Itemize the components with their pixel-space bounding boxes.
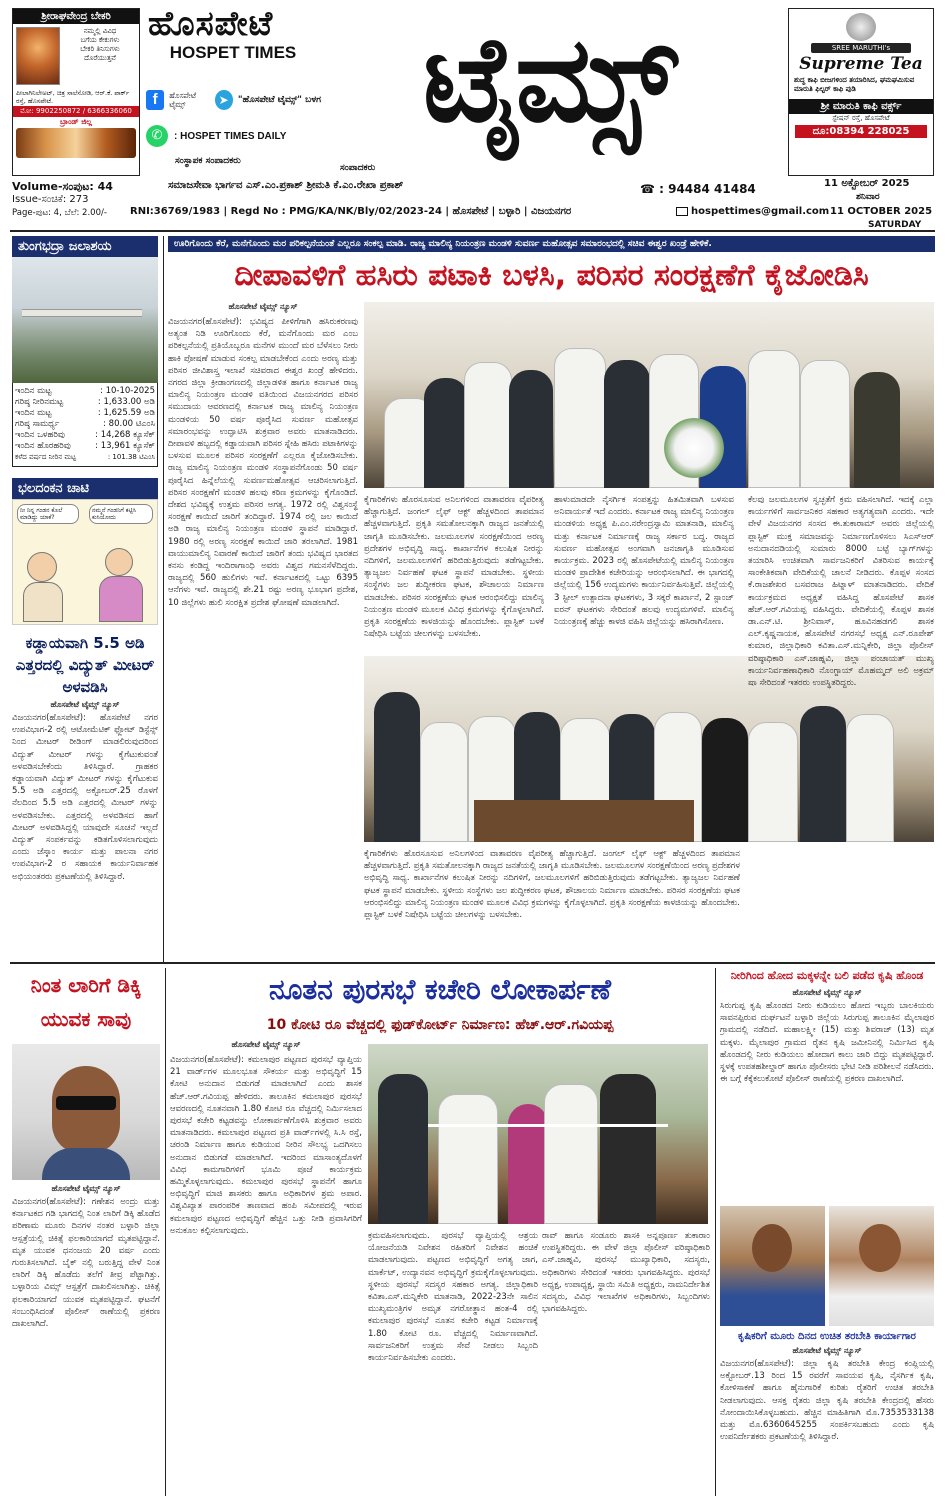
tea-logo-icon (846, 13, 876, 41)
left-story-1 (12, 632, 158, 948)
right-story-2-headline[interactable]: ಕೃಷಿಕರಿಗೆ ಮೂರು ದಿನದ ಉಚಿತ ತರಬೇತಿ ಕಾರ್ಯಾಗಾರ (738, 1331, 916, 1342)
tea-phone: ದೂ:08394 228025 (795, 125, 927, 138)
masthead-title-kn: ಹೊಸಪೇಟೆ (148, 4, 274, 44)
mail-icon (676, 207, 688, 216)
left-story-1-headline[interactable]: ಕಡ್ಡಾಯವಾಗಿ 5.5 ಅಡಿ ಎತ್ತರದಲ್ಲಿ ವಿದ್ಯುತ್ ಮೀಟರ್ ಅಳವಡಿಸಿ (15, 634, 155, 696)
dam-row: ಗರಿಷ್ಠ ಸಾಮರ್ಥ್ಯ : 80.00 ಟಿಎಂಸಿ (15, 419, 155, 429)
tea-desc: ಶುದ್ಧ ಕಾಫಿ ಬೀಜಗಳಿಂದ ತಯಾರಿಸಿದ, ಘಮಘಮಿಸುವ ಮಾರುತಿ ಫಿಲ್ಟರ್ ಕಾಫಿ ಪುಡಿ (794, 76, 915, 93)
right-story-2-body: ವಿಜಯನಗರ(ಹೊಸಪೇಟೆ): ಜಿಲ್ಲಾ ಕೃಷಿ ತರಬೇತಿ ಕೇಂದ್ರ ಕಂಪ್ಲಿಯಲ್ಲಿ ಅಕ್ಟೋಬರ್.13 ರಿಂದ 15 ರವರೆಗೆ ಸಾವಯವ ಕೃಷಿ, ನೈಸರ್ಗಿಕ ಕೃಷಿ, ಕೋಳಿಸಾಕಣೆ ಹಾಗೂ ಹೈನುಗಾರಿಕೆ ಕುರಿತು ರೈತರಿಗೆ ಉಚಿತ ತರಬೇತಿ ನೀಡಲಾಗುವುದು. ಆಸಕ್ತ ರೈತರು ಜಿಲ್ಲಾ ಕೃಷಿ ತರಬೇತಿ ಕೇಂದ್ರದಲ್ಲಿ ಹೆಸರು ನೋಂದಾಯಿಸಿಕೊಳ್ಳಬಹುದು. ಹೆಚ್ಚಿನ ಮಾಹಿತಿಗಾಗಿ ಮೊ.7353533138 ಮತ್ತು ಮೊ.6360645255 ಸಂಪರ್ಕಿಸಬಹುದು ಎಂದು ಕೃಷಿ ಉಪನಿರ್ದೇಶಕರು ಪ್ರಕಟಣೆಯಲ್ಲಿ ತಿಳಿಸಿದ್ದಾರೆ. (720, 1359, 934, 1443)
fold-rule (10, 962, 935, 964)
masthead-rule (10, 230, 935, 232)
dam-photo (12, 257, 158, 383)
telegram-text[interactable]: "ಹೊಸಪೇಟೆ ಟೈಮ್ಸ್" ಬಳಗ (237, 95, 321, 105)
bakery-line-1: ನಮ್ಮಲ್ಲಿ ವಿವಿಧ (83, 27, 117, 35)
registration-line: RNI:36769/1983 | Regd No : PMG/KA/NK/Bly/02/2023-24 | ಹೊಸಪೇಟೆ | ಬಳ್ಳಾರಿ | ವಿಜಯನಗರ (130, 206, 572, 217)
left-story-2-byline: ಹೊಸಪೇಟೆ ಟೈಮ್ಸ್ ನ್ಯೂಸ್ (51, 1184, 121, 1193)
right-story-1-headline[interactable]: ನೀರಿಗಿಂದ ಹೋದ ಮಕ್ಕಳನ್ನೇ ಬಲಿ ಪಡೆದ ಕೃಷಿ ಹೊಂಡ (730, 969, 924, 982)
email[interactable]: hospettimes@gmail.com (691, 206, 830, 217)
cartoon-bubble-2: ನಮ್ಮನೆ ಗಂಡನಿಗೆ ಕಟ್ಟಿಸಿ ಕುಸಿಯೋದು (89, 504, 153, 524)
whatsapp-icon[interactable]: ✆ (146, 125, 168, 147)
right-story-1-byline: ಹೊಸಪೇಟೆ ಟೈಮ್ಸ್ ನ್ಯೂಸ್ (792, 988, 862, 997)
bakery-line-4: ದೊರೆಯುತ್ತವೆ (84, 54, 116, 62)
column-rule (163, 236, 164, 962)
left-story-2-body: ವಿಜಯನಗರ(ಹೊಸಪೇಟೆ): ಗಣೇಶನ ಅಂದ್ರು ಮತ್ತು ಕರ್ನಾಟಕದ ಗಡಿ ಭಾಗದಲ್ಲಿ ನಿಂತ ಲಾರಿಗೆ ಡಿಕ್ಕಿ ಹೊಡೆದ ಪರಿಣಾಮ ಮೂರು ದಿನಗಳ ನಂತರ ಬಳ್ಳಾರಿ ಜಿಲ್ಲಾ ಆಸ್ಪತ್ರೆಯಲ್ಲಿ ಚಿಕಿತ್ಸೆ ಫಲಕಾರಿಯಾಗದೆ ಮೃತಪಟ್ಟಿದ್ದಾನೆ. ಮೃತ ಯುವಕ ಧನಂಜಯ 20 ವರ್ಷ ಎಂದು ಗುರುತಿಸಲಾಗಿದೆ. ಬೈಕ್ ನಲ್ಲಿ ಬರುತ್ತಿದ್ದ ವೇಳೆ ನಿಂತ ಲಾರಿಗೆ ಡಿಕ್ಕಿ ಹೊಡೆದು ತಲೆಗೆ ತೀವ್ರ ಪೆಟ್ಟಾಗಿತ್ತು. ಬಳ್ಳಾರಿಯ ವಿಮ್ಸ್ ಆಸ್ಪತ್ರೆಗೆ ದಾಖಲಿಸಲಾಗಿತ್ತು. ಚಿಕಿತ್ಸೆ ಫಲಕಾರಿಯಾಗದೆ ಯುವಕ ಮೃತಪಟ್ಟಿದ್ದಾನೆ. ಘಟನೆಗೆ ಸಂಬಂಧಿಸಿದಂತೆ ಪೊಲೀಸ್ ಠಾಣೆಯಲ್ಲಿ ಪ್ರಕರಣ ದಾಖಲಾಗಿದೆ. (12, 1197, 160, 1330)
editor-label: ಸಂಪಾದಕರು (340, 163, 376, 173)
cartoon-face-2 (105, 548, 133, 576)
cake-photo (16, 128, 136, 158)
center-story-headline[interactable]: ನೂತನ ಪುರಸಭೆ ಕಚೇರಿ ಲೋಕಾರ್ಪಣೆ (268, 973, 611, 1006)
child-photo-1 (720, 1206, 825, 1326)
dam-stats (12, 383, 158, 467)
cartoon-drawing (12, 499, 158, 625)
column-rule (165, 968, 166, 1496)
lead-col-1 (168, 302, 358, 966)
day-kn: ಶನಿವಾರ (856, 192, 880, 202)
masthead-title-en: HOSPET TIMES (169, 43, 297, 62)
left-story-1-byline: ಹೊಸಪೇಟೆ ಟೈಮ್ಸ್ ನ್ಯೂಸ್ (50, 700, 120, 709)
dam-row: ಇಂದಿನ ಮಟ್ಟ : 1,625.59 ಅಡಿ (15, 408, 155, 418)
cartoon-body-1 (23, 582, 63, 622)
whatsapp-text[interactable]: : HOSPET TIMES DAILY (174, 130, 287, 142)
social-row-2 (146, 124, 321, 148)
lead-photo-top (364, 302, 934, 488)
center-col-3-text: ರಾವ್ ಹಾಗೂ ಸಂಡೂರು ಶಾಸಕಿ ಅನ್ನಪೂರ್ಣ ತುಕಾರಾಂ ಉಪಸ್ಥಿತರಿದ್ದರು. ಈ ವೇಳೆ ಜಿಲ್ಲಾ ಪೊಲೀಸ್ ವರಿಷ್ಠಾಧಿಕಾರಿ ಎಸ್.ಜಾಹ್ನವಿ, ಪುರಸಭೆ ಮುಖ್ಯಾಧಿಕಾರಿ, ಸದಸ್ಯರು, ಅಧಿಕಾರಿಗಳು ಸೇರಿದಂತೆ ಇತರರು ಭಾಗವಹಿಸಿದ್ದರು. ಪುರಸಭೆ ಅಧ್ಯಕ್ಷ, ಉಪಾಧ್ಯಕ್ಷ, ಸ್ಥಾಯಿ ಸಮಿತಿ ಅಧ್ಯಕ್ಷರು, ನಾಮನಿರ್ದೇಶಿತ ಸದಸ್ಯರು, ವಿವಿಧ ಇಲಾಖೆಗಳ ಅಧಿಕಾರಿಗಳು, ಸಿಬ್ಬಂದಿಗಳು ಭಾಗವಹಿಸಿದ್ದರು. (542, 1231, 710, 1315)
center-col-1-text: ವಿಜಯನಗರ(ಹೊಸಪೇಟೆ): ಕಮಲಾಪುರ ಪಟ್ಟಣದ ಪುರಸಭೆ ವ್ಯಾಪ್ತಿಯ 21 ವಾರ್ಡ್‌ಗಳ ಮೂಲಭೂತ ಸೌಕರ್ಯ ಮತ್ತು ಅಭಿವೃದ್ಧಿಗೆ 15 ಕೋಟಿ ಅನುದಾನ ಬಿಡುಗಡೆ ಮಾಡಲಾಗಿದೆ ಎಂದು ಶಾಸಕ ಹೆಚ್.ಆರ್.ಗವಿಯಪ್ಪ ಹೇಳಿದರು. ತಾಲೂಕಿನ ಕಮಲಾಪುರ ಪುರಸಭೆ ಆವರಣದಲ್ಲಿ ನೂತನವಾಗಿ 1.80 ಕೋಟಿ ರೂ ವೆಚ್ಚದಲ್ಲಿ ನಿರ್ಮಿಸಲಾದ ಪುರಸಭೆ ಕಚೇರಿ ಕಟ್ಟಡವನ್ನು ಲೋಕಾರ್ಪಣೆಗೊಳಿಸಿ ಶುಕ್ರವಾರ ಅವರು ಮಾತನಾಡಿದರು. ಕಮಲಾಪುರ ಪಟ್ಟಣದ ಪ್ರತಿ ವಾರ್ಡ್‌ಗಳಲ್ಲಿ ಸಿ.ಸಿ ರಸ್ತೆ, ಚರಂಡಿ ನಿರ್ಮಾಣ ಹಾಗೂ ಕುಡಿಯುವ ನೀರಿನ ಸೌಲಭ್ಯ ಒದಗಿಸಲು ಅನುದಾನ ಬಿಡುಗಡೆ ಮಾಡಲಾಗಿದೆ. ಇದರಿಂದ ಮಾಸಾಂತ್ಯದೊಳಗೆ ವಿವಿಧ ಕಾಮಗಾರಿಗಳಿಗೆ ಭೂಮಿ ಪೂಜೆ ಕಾರ್ಯಕ್ರಮ ಹಮ್ಮಿಕೊಳ್ಳಲಾಗುವುದು. ಕಮಲಾಪುರ ಪುರಸಭೆ ಸ್ಥಾಪನೆಗೆ ಹಾಗೂ ಅಭಿವೃದ್ಧಿಗೆ ಮಾಜಿ ಶಾಸಕರು ಹಾಗೂ ಅಧಿಕಾರಿಗಳ ಶ್ರಮ ಅಪಾರ. ವಿಶ್ವವಿಖ್ಯಾತ ಪಾರಂಪರಿಕ ತಾಣವಾದ ಹಂಪಿ ಸಮೀಪದಲ್ಲಿ ಇರುವ ಕಮಲಾಪುರ ಪಟ್ಟಣದ ಅಭಿವೃದ್ಧಿಗೆ ಹೆಚ್ಚಿನ ಒತ್ತು ನೀಡಿ ಪ್ರವಾಸಿಗರಿಗೆ ಅನುಕೂಲ ಕಲ್ಪಿಸಲಾಗುವುದು. (170, 1055, 362, 1236)
center-col-2-text: ಕ್ರಮವಹಿಸಲಾಗುವುದು. ಪುರಸಭೆ ವ್ಯಾಪ್ತಿಯಲ್ಲಿ ಆಶ್ರಯ ಯೋಜನೆಯಡಿ ನಿವೇಶನ ರಹಿತರಿಗೆ ನಿವೇಶನ ಹಂಚಿಕೆ ಮಾಡಲಾಗುವುದು. ಪಟ್ಟಣದ ಅಭಿವೃದ್ಧಿಗೆ ಅಗತ್ಯ ಜಾಗ, ಮಾರ್ಕೆಟ್, ಉದ್ಯಾನವನ ಅಭಿವೃದ್ಧಿಗೆ ಕ್ರಮಕೈಗೊಳ್ಳಲಾಗುವುದು. ಸ್ಥಳೀಯ ಪುರಸಭೆ ಸದಸ್ಯರ ಸಹಕಾರ ಅಗತ್ಯ. ಜಿಲ್ಲಾಧಿಕಾರಿ ಕವಿತಾ.ಎಸ್.ಮನ್ನಿಕೇರಿ ಮಾತನಾಡಿ, 2022-23ನೇ ಸಾಲಿನ ಮುಖ್ಯಮಂತ್ರಿಗಳ ಅಮೃತ ನಗರೋತ್ಥಾನ ಹಂತ-4 ರಲ್ಲಿ ಕಮಲಾಪುರ ಪುರಸಭೆ ನೂತನ ಕಚೇರಿ ಕಟ್ಟಡ ನಿರ್ಮಾಣಕ್ಕೆ 1.80 ಕೋಟಿ ರೂ. ವೆಚ್ಚದಲ್ಲಿ ನಿರ್ಮಾಣವಾಗಿದೆ. ಸಾರ್ವಜನಿಕರಿಗೆ ಉತ್ತಮ ಸೇವೆ ನೀಡಲು ಸಿಬ್ಬಂದಿ ಕಾರ್ಯನಿರ್ವಹಿಸಬೇಕು ಎಂದರು. (368, 1231, 538, 1364)
dam-box (12, 236, 158, 467)
date-kn: 11 ಅಕ್ಟೋಬರ್ 2025 (824, 178, 910, 189)
phone-number: ☎ : 94484 41484 (640, 182, 756, 196)
cartoon-bubble-1: ನೀ ನಿನ್ನ ಗಂಡನ ಕೊಲೆ ಮಾಡಿದ್ದು ಯಾಕೆ? (17, 504, 79, 524)
day-en: SATURDAY (868, 220, 922, 230)
tea-brand-small: SREE MARUTHI's (811, 43, 911, 53)
bakery-brand: ಬ್ರಾಂಡ್ ಜಿಲ್ಲ (59, 117, 93, 126)
cartoon-body-2 (99, 576, 143, 622)
lead-byline: ಹೊಸಪೇಟೆ ಟೈಮ್ಸ್ ನ್ಯೂಸ್ (228, 302, 298, 311)
left-story-2-headline[interactable]: ನಿಂತ ಲಾರಿಗೆ ಡಿಕ್ಕಿ ಯುವಕ ಸಾವು (30, 973, 142, 1031)
victim-photo (12, 1044, 160, 1180)
child-photo-2 (829, 1206, 934, 1326)
pages: Page-ಪುಟ: 4, ಬೆಲೆ: 2.00/- (12, 208, 107, 218)
dam-wall (22, 309, 142, 317)
bakery-phone: ಮೋ: 9902250872 / 6366336060 (13, 106, 139, 117)
lead-headline[interactable]: ದೀಪಾವಳಿಗೆ ಹಸಿರು ಪಟಾಕಿ ಬಳಸಿ, ಪರಿಸರ ಸಂರಕ್ಷಣೆಗೆ ಕೈಜೋಡಿಸಿ (234, 258, 869, 293)
issue: Issue-ಸಂಚಿಕೆ: 273 (12, 194, 89, 205)
right-story-1 (720, 968, 934, 1472)
email-block[interactable] (676, 206, 829, 217)
column-rule (715, 968, 716, 1496)
founder-label: ಸಂಸ್ಥಾಪಕ ಸಂಪಾದಕರು (175, 156, 241, 166)
lead-col-4-text: ಕೆಲವು ಜಲಮೂಲಗಳ ಸ್ವಚ್ಛತೆಗೆ ಕ್ರಮ ವಹಿಸಲಾಗಿದೆ. ಇದಕ್ಕೆ ಎಲ್ಲಾ ಕಾರ್ಯಗಳಿಗೆ ಸಾರ್ವಜನಿಕರ ಸಹಕಾರ ಅತ್ಯಗತ್ಯವಾಗಿ ಎಂದರು. ಇದೇ ವೇಳೆ ವಿಜಯನಗರ ಸಂಸದ ಈ.ತುಕಾರಾಮ್ ಅವರು ಜಿಲ್ಲೆಯಲ್ಲಿ ಪ್ಲಾಸ್ಟಿಕ್ ಮುಕ್ತ ಸಮಾಜವನ್ನು ನಿರ್ಮಾಣಗೊಳಿಸಲು ಸಿಎಸ್ಆರ್ ಅನುದಾನದಡಿಯಲ್ಲಿ ಸುಮಾರು 8000 ಬಟ್ಟೆ ಬ್ಯಾಗ್‌ಗಳನ್ನು ತಯಾರಿಸಿ ಉಚಿತವಾಗಿ ಸಾರ್ವಜನಿಕರಿಗೆ ವಿತರಿಸುವ ಕಾರ್ಯಕ್ಕೆ ಸಾಂಕೇತಿಕವಾಗಿ ವೇದಿಕೆಯಲ್ಲಿ ಚಾಲನೆ ನೀಡಿದರು. ಕೊಪ್ಪಳ ಸಂಸದ ಕೆ.ರಾಜಶೇಖರ ಬಸವರಾಜ ಹಿಟ್ನಾಳ್ ಮಾತನಾಡಿದರು. ವೇದಿಕೆ ಕಾರ್ಯಕ್ರಮದ ಅಧ್ಯಕ್ಷತೆ ವಹಿಸಿದ್ದ ಹೊಸಪೇಟೆ ಶಾಸಕ ಹೆಚ್.ಆರ್.ಗವಿಯಪ್ಪ ವಹಿಸಿದ್ದರು. ವೇದಿಕೆಯಲ್ಲಿ ಕೊಪ್ಪಳ ಶಾಸಕ ಡಾ.ಎನ್.ಟಿ. ಶ್ರೀನಿವಾಸ್, ಹೂವಿನಹಡಗಲಿ ಶಾಸಕ ಎಲ್.ಕೃಷ್ಣನಾಯಕ, ಹೊಸಪೇಟೆ ನಗರಸಭೆ ಅಧ್ಯಕ್ಷ ಎನ್.ರೂಪೇಶ್ ಕುಮಾರ, ಜಿಲ್ಲಾಧಿಕಾರಿ ಕವಿತಾ.ಎಸ್.ಮನ್ನಿಕೇರಿ, ಜಿಲ್ಲಾ ಪೊಲೀಸ್ ವರಿಷ್ಠಾಧಿಕಾರಿ ಎಸ್.ಜಾಹ್ನವಿ, ಜಿಲ್ಲಾ ಪಂಚಾಯತ್ ಮುಖ್ಯ ಕಾರ್ಯನಿರ್ವಹಣಾಧಿಕಾರಿ ನೊಂಗ್ಜಾಯ್ ಮೊಹಮ್ಮದ್ ಅಲಿ ಅಕ್ರಮ್ ಷಾ ಸೇರಿದಂತೆ ಇತರರು ಉಪಸ್ಥಿತರಿದ್ದರು. (748, 495, 934, 689)
lead-col-2-cont: ಕೈಗಾರಿಕೆಗಳು ಹೊರಸೂಸುವ ಅನಿಲಗಳಿಂದ ವಾತಾವರಣ ವೈಪರೀತ್ಯ ಹೆಚ್ಚಾಗುತ್ತಿದೆ. ಜಂಗಲ್ ಲೈಫ್ ಆಕ್ಟ್ ಹೆಚ್ಚಳದಿಂದ ತಾಪಮಾನ ಹೆಚ್ಚಳವಾಗುತ್ತಿದೆ. ಪ್ರಕೃತಿ ಸಮತೋಲನಕ್ಕಾಗಿ ರಾಜ್ಯದ ಜನತೆಯಲ್ಲಿ ಜಾಗೃತಿ ಮೂಡಿಸಬೇಕು. ಜಲಮೂಲಗಳ ಸಂರಕ್ಷಣೆಯಿಂದ ಅರಣ್ಯ ಪ್ರದೇಶಗಳ ಅಭಿವೃದ್ಧಿ ಸಾಧ್ಯ. ಕಾರ್ಖಾನೆಗಳ ಕಲುಷಿತ ನೀರನ್ನು ನದಿಗಳಿಗೆ, ಜಲಮೂಲಗಳಿಗೆ ಹರಿಬಿಡುತ್ತಿರುವುದು ತಡೆಗಟ್ಟಬೇಕು. ತ್ಯಾಜ್ಯಜಲ ನಿರ್ವಹಣೆ ಘಟಕ ಸ್ಥಾಪನೆ ಮಾಡಬೇಕು. ಸ್ಥಳೀಯ ಸಂಸ್ಥೆಗಳು ಜಲ ಶುದ್ಧೀಕರಣ ಘಟಕ, ಶೌಚಾಲಯ ನಿರ್ಮಾಣ ಮಾಡಬೇಕು. ಪರಿಸರ ಸಂರಕ್ಷಣೆಯ ಘಟಕ ಆರಂಭಿಸಲಿದ್ದು ಮಾಲಿನ್ಯ ನಿಯಂತ್ರಣ ಮಂಡಳಿ ಮೂಲಕ ವಿವಿಧ ಕ್ರಮಗಳನ್ನು ಕೈಗೊಳ್ಳಲಾಗಿದೆ. ಪ್ರಕೃತಿ ಸಂರಕ್ಷಣೆಯ ಕಾಳಜಿಯನ್ನು ಹೊಂದಬೇಕು. ಪ್ಲಾಸ್ಟಿಕ್ ಬಳಕೆ ನಿಷೇಧಿಸಿ ಬಟ್ಟೆಯ ಚೀಲಗಳನ್ನು ಬಳಸಬೇಕು. (364, 849, 740, 921)
facebook-text[interactable]: ಹೊಸಪೇಟೆ ಟೈಮ್ಸ್ (169, 91, 197, 109)
dam-row: ಇಂದಿನ ಹೊರಹರಿವು : 13,961 ಕ್ಯೂಸೆಕ್ (15, 441, 155, 451)
tea-brand: Supreme Tea (799, 54, 923, 74)
social-row-1 (146, 88, 321, 112)
center-byline: ಹೊಸಪೇಟೆ ಟೈಮ್ಸ್ ನ್ಯೂಸ್ (231, 1040, 301, 1049)
bakery-ad (12, 8, 140, 176)
right-story-1-body: ಸಿರುಗುಪ್ಪ ಕೃಷಿ ಹೊಂಡದ ನೀರು ಕುಡಿಯಲು ಹೋದ ಇಬ್ಬರು ಬಾಲಕಿಯರು ಸಾವನಪ್ಪಿರುವ ದುರ್ಘಟನೆ ಬಳ್ಳಾರಿ ಜಿಲ್ಲೆಯ ಸಿರುಗುಪ್ಪ ತಾಲೂಕಿನ ಮೈಲಾಪುರ ಗ್ರಾಮದಲ್ಲಿ ನಡೆದಿದೆ. ಮಹಾಲಕ್ಷ್ಮೀ (15) ಮತ್ತು ಶಿವರಾಜ್ (13) ಮೃತ ಮಕ್ಕಳು. ಮೈಲಾಪುರ ಗ್ರಾಮದ ರೈತನ ಕೃಷಿ ಜಮೀನಿನಲ್ಲಿ ನಿರ್ಮಿಸಿದ ಕೃಷಿ ಹೊಂಡದಲ್ಲಿ ನೀರು ಕುಡಿಯಲು ಹೋದಾಗ ಕಾಲು ಜಾರಿ ಬಿದ್ದು ಮೃತಪಟ್ಟಿದ್ದಾರೆ. ಸ್ಥಳಕ್ಕೆ ಉಪತಹಶೀಲ್ದಾರ್ ಹಾಗೂ ಪೊಲೀಸರು ಭೇಟಿ ನೀಡಿ ಪರಿಶೀಲನೆ ನಡೆಸಿದರು. ಈ ಬಗ್ಗೆ ಕೆಕ್ಕೆಕಲುಕೋಟೆ ಪೊಲೀಸ್ ಠಾಣೆಯಲ್ಲಿ ಪ್ರಕರಣ ದಾಖಲಾಗಿದೆ. (720, 1001, 934, 1085)
lead-col-1-text: ವಿಜಯನಗರ(ಹೊಸಪೇಟೆ): ಭವಿಷ್ಯದ ಪೀಳಿಗೆಗಾಗಿ ಹಸಿರುಕರಣವು ಅತ್ಯಂತ ನಿಡಿ ಊರಿಗೊಂದು ಕೆರೆ, ಮನೆಗೊಂದು ಮರ ಎಂಬ ಪರಿಕಲ್ಪನೆಯಲ್ಲಿ ಪ್ರತಿಯೊಬ್ಬರೂ ಮನೆಗಳ ಮುಂದೆ ಮರ ಬೆಳೆಸಲು ನೀರು ಹಾಕಿ ಪೋಷಣೆ ಮಾಡುವ ಸಂಕಲ್ಪ ಮಾಡಬೇಕೆಂದ ಎಂದು ಅರಣ್ಯ ಮತ್ತು ಪರಿಸರ ಜೀವಿಶಾಸ್ತ್ರ ಇಲಾಖೆ ಸಚಿವರಾದ ಈಶ್ವರ ಖಂಡ್ರೆ ಹೇಳಿದರು. ನಗರದ ಜಿಲ್ಲಾ ಕ್ರೀಡಾಂಗಣದಲ್ಲಿ ಜಿಲ್ಲಾಡಳಿತ ಹಾಗೂ ಕರ್ನಾಟಕ ರಾಜ್ಯ ಮಾಲಿನ್ಯ ನಿಯಂತ್ರಣ ಮಂಡಳಿ ವತಿಯಿಂದ ವಿಜಯನಗರದ ಪರಿಸರ ಸಮುದಾಯ ಆವರಣದಲ್ಲಿ ಕರ್ನಾಟಕ ರಾಜ್ಯ ಮಾಲಿನ್ಯ ನಿಯಂತ್ರಣ ಮಂಡಳಿಯ 50 ವರ್ಷ ಪೂರೈಸಿದ ಸುವರ್ಣ ಮಹೋತ್ಸವ ಸಮಾರಂಭವನ್ನು ಉದ್ಘಾಟಿಸಿ ಶುಕ್ರವಾರ ಅವರು ಮಾತನಾಡಿದರು. ದೀಪಾವಳಿ ಹಬ್ಬದಲ್ಲಿ ಕಡ್ಡಾಯವಾಗಿ ಪರಿಸರ ಸ್ನೇಹಿ ಹಸಿರು ಪಟಾಕಿಗಳನ್ನು ಬಳಸುವ ಮೂಲಕ ಪರಿಸರ ಸಂರಕ್ಷಣೆಗೆ ಎಲ್ಲರೂ ಕೈಜೋಡಿಸಬೇಕು. ರಾಜ್ಯ ಮಾಲಿನ್ಯ ನಿಯಂತ್ರಣ ಮಂಡಳಿ ಸಂಸ್ಥಾಪನೆಗೊಂಡು 50 ವರ್ಷ ಪೂರೈಸಿದ ಹಿನ್ನೆಲೆಯಲ್ಲಿ ಸುವರ್ಣಮಹೋತ್ಸವ ಆಚರಿಸಲಾಗುತ್ತಿದೆ. ಪರಿಸರ ಸಂರಕ್ಷಣೆಗೆ ಮಂಡಳಿ ಹಲವು ಕಠಿಣ ಕ್ರಮಗಳನ್ನು ಕೈಗೊಂಡಿದೆ. ದೇಶದ ಭವಿಷ್ಯಕ್ಕೆ ಉತ್ತಮ ಪರಿಸರ ಅಗತ್ಯ. 1972 ರಲ್ಲಿ ವಿಶ್ವಸಂಸ್ಥೆ ಸಂರಕ್ಷಣೆ ಕಾಯಿದೆ ಜಾರಿಗೆ ತಂದಿದ್ದಾರೆ. 1974 ರಲ್ಲಿ ಜಲ ಕಾಯಿದೆ ಅಡಿ ರಾಜ್ಯ ಮಾಲಿನ್ಯ ನಿಯಂತ್ರಣ ಮಂಡಳಿ ಸ್ಥಾಪನೆ ಮಾಡಿದ್ದಾರೆ. 1980 ರಲ್ಲಿ ಅರಣ್ಯ ಸಂರಕ್ಷಣೆ ಕಾಯಿದೆ ಜಾರಿ ತರಲಾಗಿದೆ. 1981 ವಾಯುಮಾಲಿನ್ಯ ನಿವಾರಣೆ ಕಾಯಿದೆ ಜಾರಿಗೆ ತಂದು ಭವಿಷ್ಯದ ಭಾರತದ ಕನಸು ಕಂಡಿದ್ದ ಇಂದಿರಾಗಾಂಧಿ ಅವರು ವಿಶ್ವದ ಗಮನಸೆಳೆದಿದ್ದರು. ರಾಜ್ಯದಲ್ಲಿ 560 ಹುಲಿಗಳು ಇವೆ. ಕರ್ನಾಟಕದಲ್ಲಿ ಒಟ್ಟು 6395 ಆನೆಗಳು ಇವೆ. ರಾಜ್ಯದಲ್ಲಿ ಶೇ.21 ರಷ್ಟು ಅರಣ್ಯ ಭೂಭಾಗ ಪ್ರದೇಶ, 10 ಜಿಲ್ಲೆಗಳು ಹುಲಿ ಸಂರಕ್ಷಿತ ಪ್ರದೇಶ ಘೋಷಣೆ ಮಾಡಲಾಗಿದೆ. (168, 317, 358, 608)
dam-row: ಗರಿಷ್ಠ ನೀರಿನಮಟ್ಟ : 1,633.00 ಅಡಿ (15, 397, 155, 407)
dam-header: ತುಂಗಭದ್ರಾ ಜಲಾಶಯ (12, 236, 158, 257)
lead-col-3-text: ಹಾಳುಮಾಡದೇ ನೈಸರ್ಗಿಕ ಸಂಪತ್ತನ್ನು ಹಿತಮಿತವಾಗಿ ಬಳಸುವ ಅನಿವಾರ್ಯತೆ ಇದೆ ಎಂದರು. ಕರ್ನಾಟಕ ರಾಜ್ಯ ಮಾಲಿನ್ಯ ನಿಯಂತ್ರಣ ಮಂಡಳಿಯ ಅಧ್ಯಕ್ಷ ಪಿ.ಎಂ.ನರೇಂದ್ರಸ್ವಾಮಿ ಮಾತನಾಡಿ, ಮಾಲಿನ್ಯ ಮತ್ತು ಕರ್ನಾಟಕ ನಿರ್ಮಾಣಕ್ಕೆ ರಾಜ್ಯ ಸರ್ಕಾರ ಬದ್ಧ. ರಾಜ್ಯದ ಸುವರ್ಣ ಮಹೋತ್ಸವ ಅಂಗವಾಗಿ ಜನಜಾಗೃತಿ ಮೂಡಿಸುವ ಕಾರ್ಯಕ್ರಮ. 2023 ರಲ್ಲಿ ಹೊಸಪೇಟೆಯಲ್ಲಿ ಮಾಲಿನ್ಯ ನಿಯಂತ್ರಣ ಮಂಡಳಿ ಪ್ರಾದೇಶಿಕ ಕಚೇರಿಯನ್ನು ಆರಂಭಿಸಲಾಗಿದೆ. ಈ ಭಾಗದಲ್ಲಿ ಜಿಲ್ಲೆಯಲ್ಲಿ 156 ಉದ್ಯಮಗಳು ಕಾರ್ಯನಿರ್ವಹಿಸುತ್ತಿವೆ. ಜಿಲ್ಲೆಯಲ್ಲಿ 3 ಸ್ಟೀಲ್ ಉತ್ಪಾದನಾ ಘಟಕಗಳು, 3 ಸಕ್ಕರೆ ಕಾರ್ಖಾನೆ, 2 ಸ್ಪಾಂಜ್ ಐರನ್ ಘಟಕಗಳು ಸೇರಿದಂತೆ ಹಲವು ಉದ್ಯಮಗಳಿವೆ. ಮಾಲಿನ್ಯ ನಿಯಂತ್ರಣಕ್ಕೆ ಹೆಚ್ಚು ಕಾಳಜಿ ವಹಿಸಿ ಜಿಲ್ಲೆಯನ್ನು ಹಸಿರಾಗಿಸೋಣ. (554, 495, 734, 628)
volume: Volume-ಸಂಪುಟ: 44 (12, 180, 113, 193)
bakery-line-2: ಬಗೆಯ ಕೇಕುಗಳು (80, 36, 120, 44)
right-story-2-byline: ಹೊಸಪೇಟೆ ಟೈಮ್ಸ್ ನ್ಯೂಸ್ (792, 1346, 862, 1355)
dam-row: ಇಂದಿನ ಮಟ್ಟ : 10-10-2025 (15, 386, 155, 396)
left-story-1-body: ವಿಜಯನಗರ(ಹೊಸಪೇಟೆ): ಹೊಸಪೇಟೆ ನಗರ ಉಪವಿಭಾಗ-2 ರಲ್ಲಿ ಆಟೋಮೆಟಿಕ್ ಫ್ಲೋಟ್ ಡಿಸ್ಟೆನ್ಸ್ ನಿಂದ ಮೀಟರ್ ರೀಡಿಂಗ್ ಮಾಡಲಿರುವುದರಿಂದ ವಿದ್ಯುತ್ ಮೀಟರ್ ಗಳನ್ನು ಕೈಗೆಟುಕುವಂತೆ ಅಳವಡಿಸಬೇಕೆಂದು ತಿಳಿಸಿದ್ದಾರೆ. ಗ್ರಾಹಕರ ಕಡ್ಡಾಯವಾಗಿ ವಿದ್ಯುತ್ ಮೀಟರ್ ಗಳನ್ನು ಕೈಗೆಟುಕುವ 5.5 ಅಡಿ ಎತ್ತರದಲ್ಲಿ ಅಕ್ಟೋಬರ್.25 ರೊಳಗೆ ನೆಲದಿಂದ 5.5 ಅಡಿ ಎತ್ತರದಲ್ಲಿ ಮೀಟರ್ ಗಳನ್ನು ಅಳವಡಿಸಬೇಕು. ಎತ್ತರದಲ್ಲಿ ಅಳವಡಿಸದ ಹಾಗೆ ಮೀಟರ್ ಅಳವಡಿಸಿದ್ದಲ್ಲಿ ಯಾವುದೇ ಸೂಚನೆ ಇಲ್ಲದೆ ವಿದ್ಯುತ್ ಸಂಪರ್ಕವನ್ನು ಕಡಿತಗೊಳಿಸಲಾಗುವುದು ಎಂದು ಜೆಸ್ಕಾಂ ಕಾರ್ಯ ಮತ್ತು ಪಾಲನಾ ನಗರ ಉಪವಿಭಾಗ-2 ರ ಸಹಾಯಕ ಕಾರ್ಯನಿರ್ವಾಹಕ ಅಭಿಯಂತರರು ಪ್ರಕಟಣೆಯಲ್ಲಿ ತಿಳಿಸಿದ್ದಾರೆ. (12, 713, 158, 882)
cartoon-box (12, 478, 158, 625)
lead-col-2-text: ಕೈಗಾರಿಕೆಗಳು ಹೊರಸೂಸುವ ಅನಿಲಗಳಿಂದ ವಾತಾವರಣ ವೈಪರೀತ್ಯ ಹೆಚ್ಚಾಗುತ್ತಿದೆ. ಜಂಗಲ್ ಲೈಫ್ ಆಕ್ಟ್ ಹೆಚ್ಚಳದಿಂದ ತಾಪಮಾನ ಹೆಚ್ಚಳವಾಗುತ್ತಿದೆ. ಪ್ರಕೃತಿ ಸಮತೋಲನಕ್ಕಾಗಿ ರಾಜ್ಯದ ಜನತೆಯಲ್ಲಿ ಜಾಗೃತಿ ಮೂಡಿಸಬೇಕು. ಜಲಮೂಲಗಳ ಸಂರಕ್ಷಣೆಯಿಂದ ಅರಣ್ಯ ಪ್ರದೇಶಗಳ ಅಭಿವೃದ್ಧಿ ಸಾಧ್ಯ. ಕಾರ್ಖಾನೆಗಳ ಕಲುಷಿತ ನೀರನ್ನು ನದಿಗಳಿಗೆ, ಜಲಮೂಲಗಳಿಗೆ ಹರಿಬಿಡುತ್ತಿರುವುದು ತಡೆಗಟ್ಟಬೇಕು. ತ್ಯಾಜ್ಯಜಲ ನಿರ್ವಹಣೆ ಘಟಕ ಸ್ಥಾಪನೆ ಮಾಡಬೇಕು. ಸ್ಥಳೀಯ ಸಂಸ್ಥೆಗಳು ಜಲ ಶುದ್ಧೀಕರಣ ಘಟಕ, ಶೌಚಾಲಯ ನಿರ್ಮಾಣ ಮಾಡಬೇಕು. ಪರಿಸರ ಸಂರಕ್ಷಣೆಯ ಘಟಕ ಆರಂಭಿಸಲಿದ್ದು ಮಾಲಿನ್ಯ ನಿಯಂತ್ರಣ ಮಂಡಳಿ ಮೂಲಕ ವಿವಿಧ ಕ್ರಮಗಳನ್ನು ಕೈಗೊಳ್ಳಲಾಗಿದೆ. ಪ್ರಕೃತಿ ಸಂರಕ್ಷಣೆಯ ಕಾಳಜಿಯನ್ನು ಹೊಂದಬೇಕು. ಪ್ಲಾಸ್ಟಿಕ್ ಬಳಕೆ ನಿಷೇಧಿಸಿ ಬಟ್ಟೆಯ ಚೀಲಗಳನ್ನು ಬಳಸಬೇಕು. (364, 495, 544, 640)
tea-address: ಸ್ಟೇಷನ್ ರಸ್ತೆ, ಹೊಸಪೇಟೆ (832, 114, 890, 122)
dam-row: ಕಳೆದ ವರ್ಷದ ನೀರಿನ ಮಟ್ಟ : 101.38 ಟಿಎಂಸಿ (15, 453, 155, 461)
saint-photo (16, 27, 60, 85)
facebook-icon[interactable]: f (146, 90, 164, 110)
bakery-address: ಪೀಲಾಗಿನಿಲೇಅಟ್, ಚಿತ್ರ ಸಾಲೆಸೋಡಿ, ಆರ್.ಕೆ. ಪಾರ್ಕ್ ರಸ್ತೆ, ಹೊಸಪೇಟೆ. (16, 89, 130, 105)
bakery-ad-title: ಶ್ರೀರಾಘವೇಂದ್ರ ಬೇಕರಿ (13, 9, 139, 24)
tea-shop: ಶ್ರೀ ಮಾರುತಿ ಕಾಫಿ ವರ್ಕ್ಸ್ (789, 99, 933, 114)
cartoon-header: ಭಲದಂಕನ ಚಾಟಿ (12, 478, 158, 499)
bakery-line-3: ಬೇಕರಿ ತಿನಿಸುಗಳು (80, 45, 120, 53)
left-story-2 (12, 968, 160, 1490)
center-photo (368, 1044, 708, 1224)
masthead-big-title: ಟೈಮ್ಸ್ (422, 9, 676, 148)
dam-row: ಇಂದಿನ ಒಳಹರಿವು : 14,268 ಕ್ಯೂಸೆಕ್ (15, 430, 155, 440)
tea-ad (788, 8, 934, 176)
date-en: 11 OCTOBER 2025 (830, 206, 933, 217)
founder-name: ಸಮಾಜಸೇವಾ ಭಾರ್ಗವ ಎಸ್.ಎಂ.ಪ್ರಕಾಶ್ ಶ್ರೀಮತಿ ಕೆ.ಎಂ.ರೇಖಾ ಪ್ರಕಾಶ್ (168, 180, 404, 191)
center-story-subhead: 10 ಕೋಟಿ ರೂ ವೆಚ್ಚದಲ್ಲಿ ಫುಡ್‌ಕೋರ್ಟ್ ನಿರ್ಮಾಣ: ಹೆಚ್.ಆರ್.ಗವಿಯಪ್ಪ (266, 1017, 614, 1033)
children-photos (720, 1206, 934, 1326)
lead-kicker: ಊರಿಗೊಂದು ಕೆರೆ, ಮನೆಗೊಂದು ಮರ ಪರಿಕಲ್ಪನೆಯಂತೆ ಎಲ್ಲರೂ ಸಂಕಲ್ಪ ಮಾಡಿ. ರಾಜ್ಯ ಮಾಲಿನ್ಯ ನಿಯಂತ್ರಣ ಮಂಡಳಿ ಸುವರ್ಣ ಮಹೋತ್ಸವ ಸಮಾರಂಭದಲ್ಲಿ ಸಚಿವ ಈಶ್ವರ ಖಂಡ್ರೆ ಹೇಳಿಕೆ. (168, 236, 935, 252)
masthead-title-block (148, 4, 318, 60)
center-col-1 (170, 1040, 362, 1498)
cartoon-face-1 (27, 552, 57, 582)
telegram-icon[interactable]: ➤ (215, 90, 233, 110)
